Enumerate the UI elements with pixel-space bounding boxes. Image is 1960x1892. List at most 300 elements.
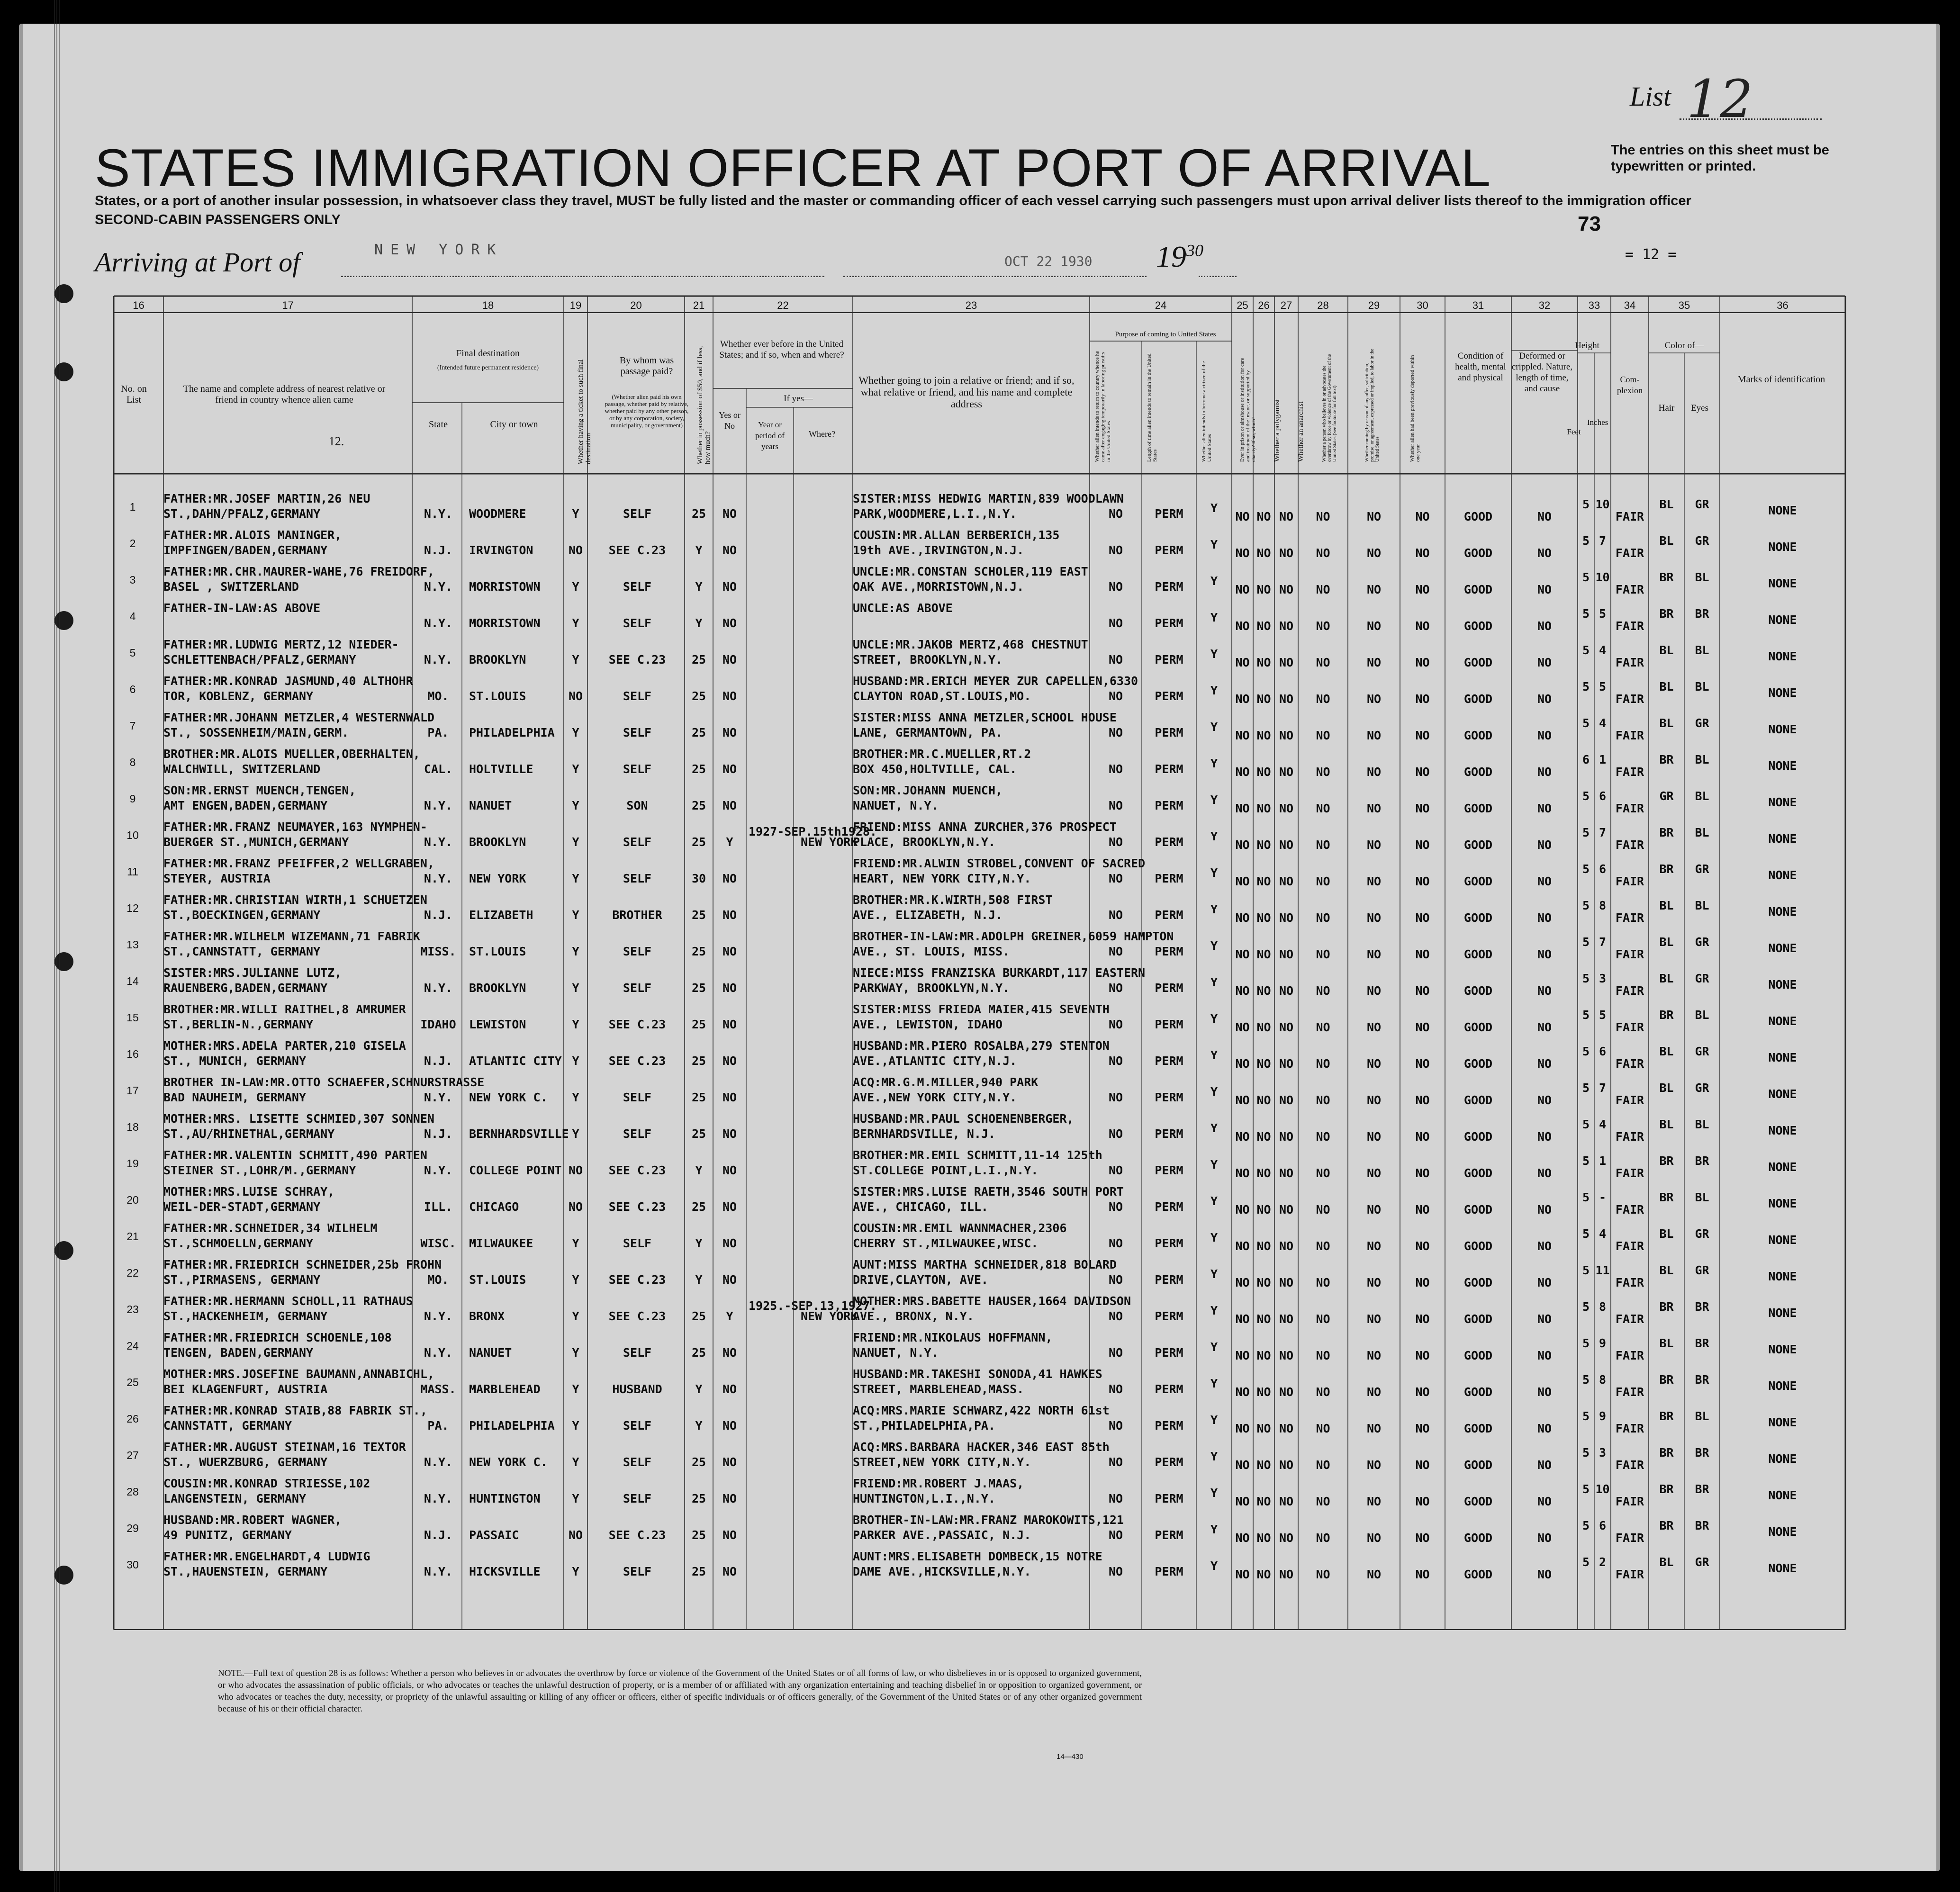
relative-line-1: SON:MR.ERNST MUENCH,TENGEN,: [163, 784, 356, 797]
joining-line-2: NANUET, N.Y.: [853, 1346, 939, 1360]
joining-line-2: PARKWAY, BROOKLYN,N.Y.: [853, 981, 1010, 995]
money-value: 25: [691, 799, 706, 812]
height-inches: 9: [1599, 1409, 1607, 1423]
marks-value: NONE: [1768, 686, 1797, 700]
joining-line-2: ST.COLLEGE POINT,L.I.,N.Y.: [853, 1163, 1039, 1177]
answer-col28: NO: [1316, 802, 1330, 815]
answer-col29: NO: [1366, 510, 1382, 523]
relative-line-1: FATHER:MR.WILHELM WIZEMANN,71 FABRIK: [163, 929, 420, 943]
money-value: Y: [695, 1382, 703, 1396]
height-feet: 5: [1582, 1300, 1590, 1314]
row-number: 26: [126, 1413, 139, 1425]
purpose-length: PERM: [1155, 1163, 1183, 1177]
health-value: GOOD: [1463, 1093, 1493, 1107]
height-feet: 5: [1582, 716, 1590, 730]
column-number: 21: [693, 299, 705, 311]
relative-line-1: FATHER:MR.JOHANN METZLER,4 WESTERNWALD: [163, 711, 434, 724]
answer-col28: NO: [1316, 1166, 1330, 1180]
deformed-value: NO: [1537, 1093, 1552, 1107]
hair-value: BL: [1659, 1263, 1674, 1277]
purpose-return: NO: [1108, 799, 1123, 812]
paid-by: SELF: [623, 1492, 652, 1505]
paid-by: SELF: [623, 762, 652, 776]
answer-col29: NO: [1366, 692, 1382, 706]
answer-col27: NO: [1279, 1385, 1294, 1399]
height-inches: 4: [1599, 643, 1607, 657]
column-number: 33: [1588, 299, 1600, 311]
answer-col25: NO: [1235, 619, 1250, 633]
answer-col25: NO: [1235, 1166, 1250, 1180]
hair-value: BL: [1659, 1081, 1674, 1095]
purpose-citizen: Y: [1210, 574, 1218, 588]
answer-col25: NO: [1235, 1276, 1250, 1289]
complexion-value: FAIR: [1615, 1349, 1644, 1362]
eyes-value: BL: [1695, 753, 1709, 766]
height-feet: 5: [1582, 899, 1590, 912]
joining-line-1: UNCLE:MR.CONSTAN SCHOLER,119 EAST: [853, 565, 1088, 578]
complexion-value: FAIR: [1615, 1458, 1644, 1472]
answer-col25: NO: [1235, 1239, 1250, 1253]
relative-line-1: SISTER:MRS.JULIANNE LUTZ,: [163, 966, 342, 980]
row-number: 8: [129, 756, 136, 768]
before-value: NO: [722, 543, 737, 557]
ticket-value: Y: [572, 1565, 579, 1578]
complexion-value: FAIR: [1615, 911, 1644, 925]
paid-by: SELF: [623, 507, 652, 521]
answer-col25: NO: [1235, 765, 1250, 779]
height-feet: 5: [1582, 1081, 1590, 1095]
before-value: Y: [726, 1309, 733, 1323]
complexion-value: FAIR: [1615, 1166, 1644, 1180]
paid-by: SEE C.23: [608, 653, 666, 667]
row-number: 27: [126, 1449, 139, 1461]
paid-by: SELF: [623, 1346, 652, 1360]
answer-col26: NO: [1256, 729, 1271, 742]
height-feet: 5: [1582, 1045, 1590, 1058]
money-value: 25: [691, 1127, 706, 1141]
health-value: GOOD: [1463, 765, 1493, 779]
answer-col29: NO: [1366, 1531, 1382, 1545]
complexion-value: FAIR: [1615, 874, 1644, 888]
purpose-citizen: Y: [1210, 793, 1218, 807]
purpose-return: NO: [1108, 689, 1123, 703]
answer-col27: NO: [1279, 911, 1294, 925]
before-value: NO: [722, 1492, 737, 1505]
before-value: NO: [722, 762, 737, 776]
relative-line-1: HUSBAND:MR.ROBERT WAGNER,: [163, 1513, 342, 1527]
answer-col27: NO: [1279, 1458, 1294, 1472]
row-number: 12: [126, 902, 139, 914]
purpose-citizen: Y: [1210, 1158, 1218, 1171]
row-number: 29: [126, 1522, 139, 1534]
header-inches: Inches: [1587, 418, 1608, 427]
dest-city: PHILADELPHIA: [469, 726, 555, 739]
answer-col30: NO: [1415, 838, 1430, 852]
column-number: 16: [133, 299, 145, 311]
header-purpose: Purpose of coming to United States: [1115, 331, 1216, 338]
paid-by: SELF: [623, 1090, 652, 1104]
row-number: 1: [129, 501, 136, 513]
eyes-value: BL: [1695, 1117, 1709, 1131]
joining-line-1: ACQ:MRS.BARBARA HACKER,346 EAST 85th: [853, 1440, 1110, 1454]
answer-col28: NO: [1316, 1130, 1330, 1144]
purpose-citizen: Y: [1210, 611, 1218, 624]
before-value: NO: [722, 981, 737, 995]
height-feet: 5: [1582, 1190, 1590, 1204]
column-number: 34: [1624, 299, 1636, 311]
deformed-value: NO: [1537, 874, 1552, 888]
purpose-length: PERM: [1155, 1236, 1183, 1250]
joining-line-1: HUSBAND:MR.PAUL SCHOENENBERGER,: [853, 1112, 1074, 1126]
health-value: GOOD: [1463, 802, 1493, 815]
joining-line-2: NANUET, N.Y.: [853, 799, 939, 812]
height-feet: 5: [1582, 826, 1590, 839]
joining-line-2: AVE., ELIZABETH, N.J.: [853, 908, 1003, 922]
row-number: 28: [126, 1486, 139, 1498]
purpose-length: PERM: [1155, 1273, 1183, 1287]
complexion-value: FAIR: [1615, 947, 1644, 961]
relative-line-2: STEYER, AUSTRIA: [163, 872, 271, 885]
purpose-return: NO: [1108, 908, 1123, 922]
joining-line-2: CLAYTON ROAD,ST.LOUIS,MO.: [853, 689, 1031, 703]
money-value: Y: [695, 543, 703, 557]
header-eyes: Eyes: [1691, 403, 1708, 413]
answer-col28: NO: [1316, 1422, 1330, 1435]
dest-state: N.Y.: [424, 981, 453, 995]
joining-line-2: STREET,NEW YORK CITY,N.Y.: [853, 1455, 1031, 1469]
money-value: 25: [691, 1528, 706, 1542]
relative-line-1: FATHER:MR.JOSEF MARTIN,26 NEU: [163, 492, 370, 505]
marks-value: NONE: [1768, 1561, 1797, 1575]
deformed-value: NO: [1537, 765, 1552, 779]
purpose-return: NO: [1108, 580, 1123, 594]
eyes-value: GR: [1695, 534, 1709, 548]
relative-line-1: FATHER:MR.CHR.MAURER-WAHE,76 FREIDORF,: [163, 565, 434, 578]
relative-line-2: ST.,DAHN/PFALZ,GERMANY: [163, 507, 321, 521]
purpose-return: NO: [1108, 1565, 1123, 1578]
joining-line-2: HEART, NEW YORK CITY,N.Y.: [853, 872, 1031, 885]
paid-by: SEE C.23: [608, 543, 666, 557]
money-value: 25: [691, 1054, 706, 1068]
answer-col27: NO: [1279, 1020, 1294, 1034]
answer-col25: NO: [1235, 1093, 1250, 1107]
header-col29: Whether coming by reason of any offer, solicitation, promise, or agreement, expressed or implied, to labor in the United States: [1364, 349, 1380, 462]
header-no-on-list: No. on List: [121, 384, 147, 405]
answer-col30: NO: [1415, 1093, 1430, 1107]
answer-col30: NO: [1415, 1568, 1430, 1581]
header-yes-no: Yes or No: [719, 410, 741, 431]
marks-value: NONE: [1768, 1379, 1797, 1393]
purpose-length: PERM: [1155, 835, 1183, 849]
eyes-value: BR: [1695, 1446, 1709, 1460]
header-height: Height: [1575, 341, 1599, 351]
purpose-length: PERM: [1155, 981, 1183, 995]
sheet-mark: = 12 =: [1625, 246, 1677, 263]
dest-state: N.J.: [424, 1127, 453, 1141]
marks-value: NONE: [1768, 1051, 1797, 1064]
height-feet: 5: [1582, 1336, 1590, 1350]
answer-col27: NO: [1279, 692, 1294, 706]
answer-col28: NO: [1316, 984, 1330, 998]
height-feet: 5: [1582, 570, 1590, 584]
header-where: Where?: [809, 429, 835, 439]
hair-value: BL: [1659, 972, 1674, 985]
answer-col28: NO: [1316, 546, 1330, 560]
relative-line-2: WEIL-DER-STADT,GERMANY: [163, 1200, 321, 1214]
relative-line-1: MOTHER:MRS.LUISE SCHRAY,: [163, 1185, 335, 1198]
health-value: GOOD: [1463, 546, 1493, 560]
hair-value: BL: [1659, 1336, 1674, 1350]
dest-city: HICKSVILLE: [469, 1565, 541, 1578]
answer-col29: NO: [1366, 802, 1382, 815]
height-feet: 5: [1582, 643, 1590, 657]
joining-line-2: DRIVE,CLAYTON, AVE.: [853, 1273, 988, 1287]
row-number: 14: [126, 975, 139, 987]
before-value: NO: [722, 799, 737, 812]
answer-col30: NO: [1415, 1203, 1430, 1216]
purpose-length: PERM: [1155, 580, 1183, 594]
purpose-length: PERM: [1155, 507, 1183, 521]
purpose-length: PERM: [1155, 1382, 1183, 1396]
eyes-value: BL: [1695, 826, 1709, 839]
purpose-return: NO: [1108, 1054, 1123, 1068]
ticket-value: Y: [572, 726, 579, 739]
ticket-value: Y: [572, 799, 579, 812]
purpose-length: PERM: [1155, 1200, 1183, 1214]
before-value: NO: [722, 1090, 737, 1104]
relative-line-1: FATHER:MR.ENGELHARDT,4 LUDWIG: [163, 1550, 370, 1563]
marks-value: NONE: [1768, 1342, 1797, 1356]
answer-col25: NO: [1235, 1312, 1250, 1326]
dest-state: PA.: [427, 1419, 449, 1433]
height-feet: 5: [1582, 935, 1590, 949]
row-number: 16: [126, 1048, 139, 1060]
answer-col30: NO: [1415, 1276, 1430, 1289]
complexion-value: FAIR: [1615, 1568, 1644, 1581]
joining-line-2: BOX 450,HOLTVILLE, CAL.: [853, 762, 1017, 776]
relative-line-1: MOTHER:MRS.JOSEFINE BAUMANN,ANNABICHL,: [163, 1367, 434, 1381]
height-inches: 11: [1595, 1263, 1610, 1277]
purpose-citizen: Y: [1210, 720, 1218, 734]
header-relative-num: 12.: [328, 434, 344, 448]
complexion-value: FAIR: [1615, 1276, 1644, 1289]
joining-line-1: FRIEND:MR.ROBERT J.MAAS,: [853, 1477, 1024, 1490]
row-number: 3: [129, 574, 136, 586]
dest-city: NEW YORK C.: [469, 1455, 548, 1469]
money-value: Y: [695, 1236, 703, 1250]
answer-col26: NO: [1256, 838, 1271, 852]
dest-state: N.Y.: [424, 1492, 453, 1505]
answer-col27: NO: [1279, 1203, 1294, 1216]
purpose-citizen: Y: [1210, 1340, 1218, 1354]
footnote: NOTE.—Full text of question 28 is as follows: Whether a person who believes in or advocates the overthrow by force or violence of the Government of the United States or of all forms of law, or who disbelieves in or is opposed to organized government, or who advocates the assassination of public officials, or who advocates or teaches the unlawful destruction of property, or is a member of or affiliated with any organization entertaining and teaching disbelief in or opposition to organized government, or who advocates or teaches the duty, necessity, or propriety of the unlawful assaulting or killing of any officer or officers, either of specific individuals or of officers generally, of the Government of the United States or of any other organized government because of his or their official character.: [218, 1668, 1142, 1714]
before-value: NO: [722, 1346, 737, 1360]
purpose-length: PERM: [1155, 1455, 1183, 1469]
row-number: 22: [126, 1267, 139, 1279]
answer-col27: NO: [1279, 1130, 1294, 1144]
column-number: 30: [1417, 299, 1428, 311]
answer-col26: NO: [1256, 583, 1271, 596]
answer-col27: NO: [1279, 765, 1294, 779]
height-inches: 10: [1595, 1482, 1610, 1496]
answer-col29: NO: [1366, 656, 1382, 669]
complexion-value: FAIR: [1615, 1239, 1644, 1253]
joining-line-1: AUNT:MRS.ELISABETH DOMBECK,15 NOTRE: [853, 1550, 1102, 1563]
column-number: 27: [1280, 299, 1292, 311]
hair-value: BL: [1659, 680, 1674, 694]
answer-col29: NO: [1366, 874, 1382, 888]
height-feet: 5: [1582, 1519, 1590, 1532]
row-number: 13: [126, 938, 139, 951]
dest-state: N.Y.: [424, 1309, 453, 1323]
joining-line-2: OAK AVE.,MORRISTOWN,N.J.: [853, 580, 1024, 594]
paid-by: SELF: [623, 872, 652, 885]
joining-line-2: HUNTINGTON,L.I.,N.Y.: [853, 1492, 996, 1505]
row-number: 21: [126, 1230, 139, 1243]
answer-col27: NO: [1279, 1422, 1294, 1435]
header-purpose-citizen: Whether alien intends to become a citizen of the United States: [1201, 361, 1212, 462]
purpose-length: PERM: [1155, 1565, 1183, 1578]
before-where: NEW YORK: [801, 1309, 858, 1323]
answer-col30: NO: [1415, 1349, 1430, 1362]
header-hair: Hair: [1658, 403, 1675, 413]
column-number: 36: [1777, 299, 1788, 311]
answer-col29: NO: [1366, 1203, 1382, 1216]
answer-col30: NO: [1415, 1458, 1430, 1472]
arrival-port: NEW YORK: [374, 242, 504, 258]
hair-value: BR: [1659, 1482, 1674, 1496]
height-feet: 5: [1582, 862, 1590, 876]
header-color-of: Color of—: [1664, 341, 1704, 351]
hair-value: BR: [1659, 826, 1674, 839]
relative-line-2: ST.,BERLIN-N.,GERMANY: [163, 1018, 314, 1031]
answer-col28: NO: [1316, 911, 1330, 925]
purpose-return: NO: [1108, 835, 1123, 849]
answer-col25: NO: [1235, 1130, 1250, 1144]
purpose-length: PERM: [1155, 1127, 1183, 1141]
deformed-value: NO: [1537, 838, 1552, 852]
eyes-value: GR: [1695, 497, 1709, 511]
purpose-citizen: Y: [1210, 1121, 1218, 1135]
purpose-citizen: Y: [1210, 1085, 1218, 1099]
answer-col29: NO: [1366, 1312, 1382, 1326]
joining-line-1: SISTER:MISS ANNA METZLER,SCHOOL HOUSE: [853, 711, 1117, 724]
purpose-return: NO: [1108, 945, 1123, 958]
header-if-yes: If yes—: [784, 394, 813, 404]
purpose-return: NO: [1108, 726, 1123, 739]
health-value: GOOD: [1463, 1422, 1493, 1435]
joining-line-1: HUSBAND:MR.TAKESHI SONODA,41 HAWKES: [853, 1367, 1102, 1381]
answer-col27: NO: [1279, 656, 1294, 669]
joining-line-1: SISTER:MRS.LUISE RAETH,3546 SOUTH PORT: [853, 1185, 1124, 1198]
eyes-value: BL: [1695, 680, 1709, 694]
dest-city: ST.LOUIS: [469, 1273, 526, 1287]
row-number: 20: [126, 1194, 139, 1206]
height-inches: 6: [1599, 1519, 1607, 1532]
dest-city: HUNTINGTON: [469, 1492, 541, 1505]
ticket-value: Y: [572, 1090, 579, 1104]
joining-line-2: DAME AVE.,HICKSVILLE,N.Y.: [853, 1565, 1031, 1578]
relative-line-1: BROTHER IN-LAW:MR.OTTO SCHAEFER,SCHNURSTRASSE: [163, 1075, 485, 1089]
joining-line-1: BROTHER:MR.C.MUELLER,RT.2: [853, 747, 1031, 761]
health-value: GOOD: [1463, 1130, 1493, 1144]
relative-line-2: 49 PUNITZ, GERMANY: [163, 1528, 292, 1542]
purpose-length: PERM: [1155, 1018, 1183, 1031]
health-value: GOOD: [1463, 692, 1493, 706]
header-complexion: Com- plexion: [1617, 375, 1643, 395]
hair-value: BL: [1659, 497, 1674, 511]
relative-line-2: WALCHWILL, SWITZERLAND: [163, 762, 321, 776]
relative-line-1: BROTHER:MR.WILLI RAITHEL,8 AMRUMER: [163, 1002, 406, 1016]
hair-value: BL: [1659, 643, 1674, 657]
eyes-value: GR: [1695, 1227, 1709, 1241]
answer-col26: NO: [1256, 1020, 1271, 1034]
joining-line-2: CHERRY ST.,MILWAUKEE,WISC.: [853, 1236, 1039, 1250]
hair-value: BR: [1659, 862, 1674, 876]
answer-col28: NO: [1316, 510, 1330, 523]
relative-line-1: FATHER:MR.CHRISTIAN WIRTH,1 SCHUETZEN: [163, 893, 427, 907]
deformed-value: NO: [1537, 583, 1552, 596]
joining-line-1: MOTHER:MRS.BABETTE HAUSER,1664 DAVIDSON: [853, 1294, 1131, 1308]
dest-city: MORRISTOWN: [469, 616, 541, 630]
answer-col26: NO: [1256, 619, 1271, 633]
joining-line-1: UNCLE:MR.JAKOB MERTZ,468 CHESTNUT: [853, 638, 1088, 651]
height-feet: 5: [1582, 1008, 1590, 1022]
list-label: List: [1630, 81, 1671, 112]
ticket-value: Y: [572, 507, 579, 521]
eyes-value: BR: [1695, 1373, 1709, 1387]
complexion-value: FAIR: [1615, 729, 1644, 742]
column-number: 24: [1155, 299, 1167, 311]
answer-col29: NO: [1366, 1130, 1382, 1144]
answer-col27: NO: [1279, 729, 1294, 742]
purpose-return: NO: [1108, 1236, 1123, 1250]
answer-col29: NO: [1366, 583, 1382, 596]
column-number: 32: [1538, 299, 1551, 311]
deformed-value: NO: [1537, 1422, 1552, 1435]
health-value: GOOD: [1463, 838, 1493, 852]
money-value: 25: [691, 1309, 706, 1323]
joining-line-1: UNCLE:AS ABOVE: [853, 601, 953, 615]
marks-value: NONE: [1768, 1306, 1797, 1320]
column-number: 28: [1317, 299, 1329, 311]
paid-by: SELF: [623, 1455, 652, 1469]
dest-state: N.J.: [424, 1054, 453, 1068]
hair-value: BR: [1659, 1300, 1674, 1314]
paid-by: SELF: [623, 1565, 652, 1578]
hair-value: BL: [1659, 1117, 1674, 1131]
joining-line-2: PARKER AVE.,PASSAIC, N.J.: [853, 1528, 1031, 1542]
answer-col27: NO: [1279, 1349, 1294, 1362]
relative-line-2: ST.,BOECKINGEN,GERMANY: [163, 908, 321, 922]
answer-col28: NO: [1316, 1568, 1330, 1581]
marks-value: NONE: [1768, 1087, 1797, 1101]
before-value: NO: [722, 507, 737, 521]
column-number: 18: [482, 299, 494, 311]
relative-line-2: IMPFINGEN/BADEN,GERMANY: [163, 543, 328, 557]
joining-line-1: SON:MR.JOHANN MUENCH,: [853, 784, 1003, 797]
answer-col26: NO: [1256, 1057, 1271, 1071]
health-value: GOOD: [1463, 729, 1493, 742]
health-value: GOOD: [1463, 1385, 1493, 1399]
header-final-destination-note: (Intended future permanent residence): [437, 364, 539, 371]
answer-col30: NO: [1415, 765, 1430, 779]
purpose-length: PERM: [1155, 908, 1183, 922]
answer-col25: NO: [1235, 729, 1250, 742]
money-value: Y: [695, 580, 703, 594]
height-inches: 10: [1595, 570, 1610, 584]
header-ever-before: Whether ever before in the United States; and if so, when and where?: [719, 339, 844, 360]
